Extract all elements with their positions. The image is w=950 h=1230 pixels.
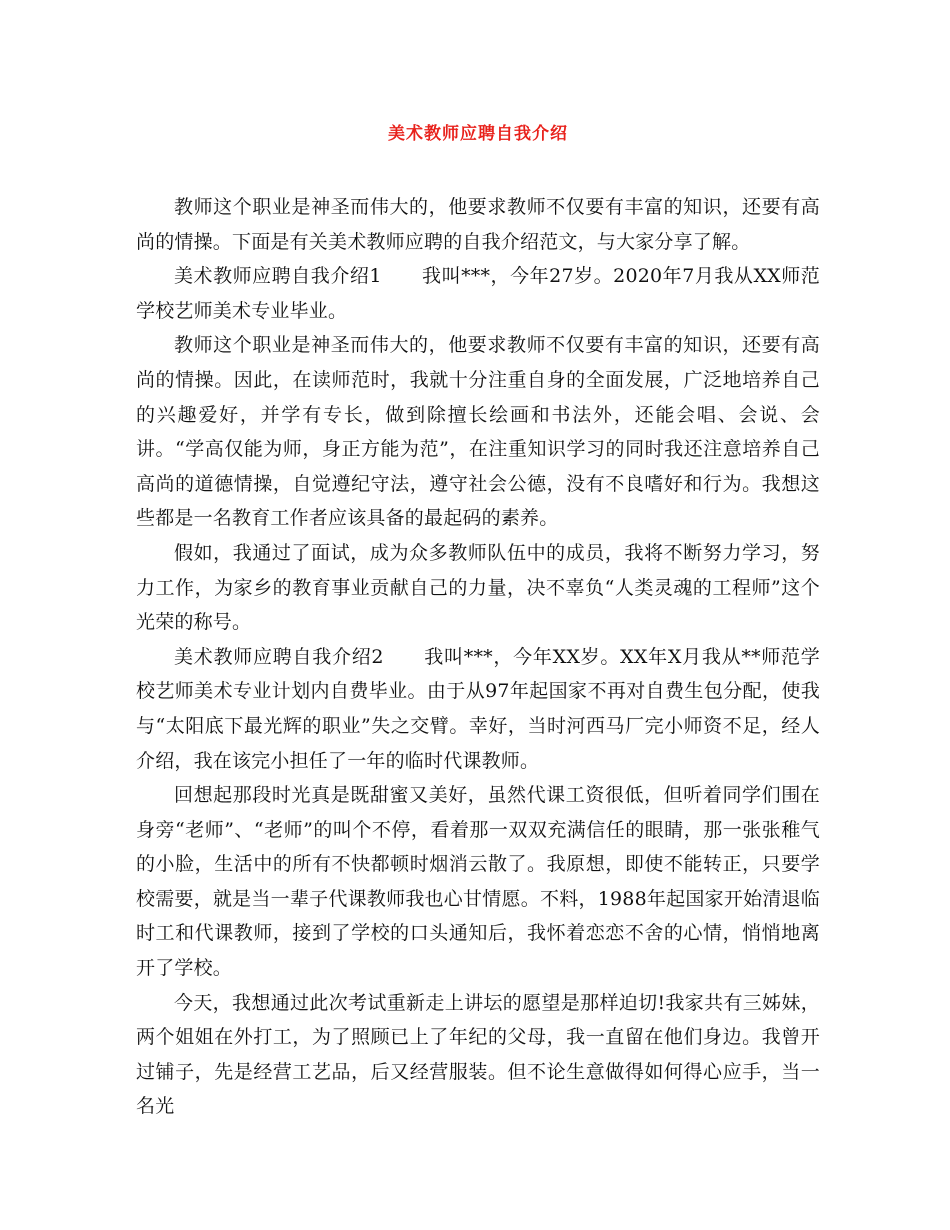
- paragraph-section-2-start: [136, 640, 820, 778]
- paragraph-qualities: 教师这个职业是神圣而伟大的，他要求教师不仅要有丰富的知识，还要有高尚的情操。因此，在读师范时，我就十分注重自身的全面发展，广泛地培养自己的兴趣爱好，并学有专长，做到除擅长绘画和书法外，还能会唱、会说、会讲。“学高仅能为师，身正方能为范”，在注重知识学习的同时我还注意培养自己高尚的道德情操，自觉遵纪守法，遵守社会公德，没有不良嗜好和行为。我想这些都是一名教育工作者应该具备的最起码的素养。: [136, 334, 820, 530]
- paragraph-commitment: 假如，我通过了面试，成为众多教师队伍中的成员，我将不断努力学习，努力工作，为家乡的教育事业贡献自己的力量，决不辜负“人类灵魂的工程师”这个光荣的称号。: [136, 541, 820, 634]
- section-1-first-sentence: 我叫***，今年27岁。2020年7月我从XX师范学校艺师美术专业毕业。: [136, 265, 820, 322]
- section-2-first-sentence: 我叫***，今年XX岁。XX年X月我从**师范学校艺师美术专业计划内自费毕业。由于从97年起国家不再对自费生包分配，使我与“太阳底下最光辉的职业”失之交臂。幸好，当时河西马厂完小师资不足，经人介绍，我在该完小担任了一年的临时代课教师。: [136, 645, 820, 772]
- section-heading-1: 美术教师应聘自我介绍1: [174, 265, 382, 288]
- section-heading-2: 美术教师应聘自我介绍2: [174, 645, 384, 668]
- document-page: [136, 0, 820, 1230]
- document-title: 美术教师应聘自我介绍: [388, 124, 568, 144]
- document-body: [136, 190, 820, 1124]
- paragraph-today: 今天，我想通过此次考试重新走上讲坛的愿望是那样迫切!我家共有三姊妹，两个姐姐在外打工，为了照顾已上了年纪的父母，我一直留在他们身边。我曾开过铺子，先是经营工艺品，后又经营服装。但不论生意做得如何得心应手，当一名光: [136, 991, 820, 1118]
- paragraph-memories: 回想起那段时光真是既甜蜜又美好，虽然代课工资很低，但听着同学们围在身旁“老师”、“老师”的叫个不停，看着那一双双充满信任的眼睛，那一张张稚气的小脸，生活中的所有不快都顿时烟消云散了。我原想，即使不能转正，只要学校需要，就是当一辈子代课教师我也心甘情愿。不料，1988年起国家开始清退临时工和代课教师，接到了学校的口头通知后，我怀着恋恋不舍的心情，悄悄地离开了学校。: [136, 784, 820, 980]
- paragraph-section-1-start: [136, 259, 820, 328]
- paragraph-intro: 教师这个职业是神圣而伟大的，他要求教师不仅要有丰富的知识，还要有高尚的情操。下面是有关美术教师应聘的自我介绍范文，与大家分享了解。: [136, 196, 820, 253]
